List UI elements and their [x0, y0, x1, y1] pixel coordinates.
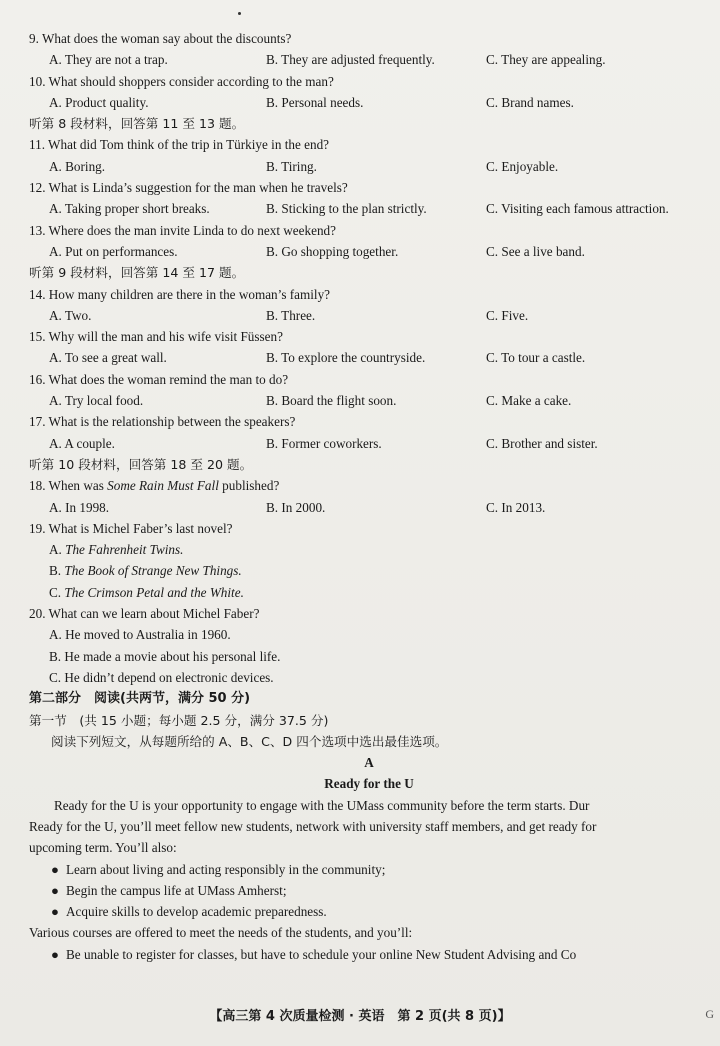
option-19b: [29, 560, 720, 581]
page-content: [29, 28, 720, 965]
options-9: [29, 49, 720, 70]
paragraph-1-line-3: upcoming term. You’ll also:: [29, 840, 177, 856]
option-12c: C. Visiting each famous attraction.: [486, 201, 669, 217]
option-18a: A. In 1998.: [49, 499, 110, 515]
bullet-icon: ●: [51, 882, 59, 898]
option-19c-title: The Crimson Petal and the White.: [64, 584, 244, 600]
option-9a: A. They are not a trap.: [49, 52, 168, 68]
options-14: [29, 305, 720, 326]
options-17: [29, 433, 720, 454]
option-10b: B. Personal needs.: [266, 94, 364, 110]
option-16b: B. Board the flight soon.: [266, 393, 397, 409]
section-1-heading: 第一节 (共 15 小题；每小题 2.5 分，满分 37.5 分): [29, 712, 329, 728]
question-18-prefix: 18. When was: [29, 478, 108, 494]
option-19c: [29, 582, 720, 603]
option-13a: A. Put on performances.: [49, 243, 178, 259]
bullet-item-1: [29, 859, 720, 880]
question-13: 13. Where does the man invite Linda to do next weekend?: [29, 222, 337, 238]
option-12b: B. Sticking to the plan strictly.: [266, 201, 427, 217]
option-19c-letter: C.: [49, 584, 65, 600]
section-9-heading: 听第 9 段材料，回答第 14 至 17 题。: [29, 265, 245, 281]
question-10: 10. What should shoppers consider according to the man?: [29, 73, 334, 89]
option-20b: B. He made a movie about his personal life.: [49, 648, 281, 664]
passage-title: Ready for the U: [324, 776, 414, 792]
bullet-item-2: [29, 880, 720, 901]
option-17b: B. Former coworkers.: [266, 435, 382, 451]
option-9b: B. They are adjusted frequently.: [266, 52, 435, 68]
option-10a: A. Product quality.: [49, 94, 149, 110]
option-19b-letter: B.: [49, 563, 65, 579]
reading-instruction: 阅读下列短文，从每题所给的 A、B、C、D 四个选项中选出最佳选项。: [51, 733, 448, 749]
option-12a: A. Taking proper short breaks.: [49, 201, 210, 217]
option-18c: C. In 2013.: [486, 499, 546, 515]
options-16: [29, 390, 720, 411]
paragraph-1-line-1: Ready for the U is your opportunity to engage with the UMass community before the term starts. Dur: [54, 797, 590, 813]
options-12: [29, 198, 720, 219]
option-14a: A. Two.: [49, 307, 92, 323]
bullet-text: Learn about living and acting responsibly in the community;: [66, 861, 386, 877]
print-mark: [238, 12, 241, 15]
option-10c: C. Brand names.: [486, 94, 574, 110]
option-18b: B. In 2000.: [266, 499, 326, 515]
question-16: 16. What does the woman remind the man to do?: [29, 371, 289, 387]
bullet-text: Acquire skills to develop academic preparedness.: [66, 904, 327, 920]
option-19a: [29, 539, 720, 560]
book-title: Some Rain Must Fall: [107, 478, 219, 494]
bullet-item-4: [29, 944, 720, 965]
question-17: 17. What is the relationship between the speakers?: [29, 414, 296, 430]
option-20c: C. He didn’t depend on electronic devices.: [49, 669, 274, 685]
question-19: 19. What is Michel Faber’s last novel?: [29, 520, 233, 536]
paragraph-2: Various courses are offered to meet the needs of the students, and you’ll:: [29, 925, 413, 941]
options-13: [29, 241, 720, 262]
options-10: [29, 92, 720, 113]
question-18: [29, 475, 720, 496]
option-16a: A. Try local food.: [49, 393, 144, 409]
question-9: 9. What does the woman say about the discounts?: [29, 31, 292, 46]
option-19a-letter: A.: [49, 542, 66, 558]
bullet-text: Be unable to register for classes, but have to schedule your online New Student Advising and Co: [66, 946, 577, 962]
option-11c: C. Enjoyable.: [486, 158, 559, 174]
question-11: 11. What did Tom think of the trip in Türkiye in the end?: [29, 137, 330, 153]
option-19a-title: The Fahrenheit Twins.: [65, 542, 184, 558]
part-2-heading: 第二部分 阅读(共两节，满分 50 分): [29, 691, 251, 707]
corner-mark: G: [705, 1007, 714, 1021]
options-18: [29, 497, 720, 518]
option-17a: A. A couple.: [49, 435, 115, 451]
option-13c: C. See a live band.: [486, 243, 585, 259]
option-17c: C. Brother and sister.: [486, 435, 598, 451]
question-18-suffix: published?: [218, 478, 280, 494]
section-8-heading: 听第 8 段材料，回答第 11 至 13 题。: [29, 116, 245, 132]
question-14: 14. How many children are there in the woman’s family?: [29, 286, 331, 302]
option-20a: A. He moved to Australia in 1960.: [49, 627, 231, 643]
bullet-item-3: [29, 901, 720, 922]
question-15: 15. Why will the man and his wife visit Füssen?: [29, 329, 283, 345]
option-15a: A. To see a great wall.: [49, 350, 167, 366]
option-19b-title: The Book of Strange New Things.: [64, 563, 242, 579]
options-15: [29, 347, 720, 368]
options-11: [29, 156, 720, 177]
option-13b: B. Go shopping together.: [266, 243, 399, 259]
option-11a: A. Boring.: [49, 158, 106, 174]
question-12: 12. What is Linda’s suggestion for the man when he travels?: [29, 180, 348, 196]
option-11b: B. Tiring.: [266, 158, 317, 174]
option-14b: B. Three.: [266, 307, 316, 323]
option-15c: C. To tour a castle.: [486, 350, 586, 366]
bullet-icon: ●: [51, 904, 59, 920]
section-10-heading: 听第 10 段材料，回答第 18 至 20 题。: [29, 456, 253, 472]
option-9c: C. They are appealing.: [486, 52, 606, 68]
option-14c: C. Five.: [486, 307, 529, 323]
passage-letter: A: [364, 755, 374, 771]
bullet-icon: ●: [51, 946, 59, 962]
option-15b: B. To explore the countryside.: [266, 350, 426, 366]
page-footer: 【高三第 4 次质量检测 · 英语 第 2 页(共 8 页)】: [209, 1009, 511, 1024]
question-20: 20. What can we learn about Michel Faber?: [29, 606, 260, 622]
bullet-text: Begin the campus life at UMass Amherst;: [66, 882, 287, 898]
option-16c: C. Make a cake.: [486, 393, 572, 409]
bullet-icon: ●: [51, 861, 59, 877]
paragraph-1-line-2: Ready for the U, you’ll meet fellow new students, network with university staff members, and get ready for: [29, 818, 597, 834]
